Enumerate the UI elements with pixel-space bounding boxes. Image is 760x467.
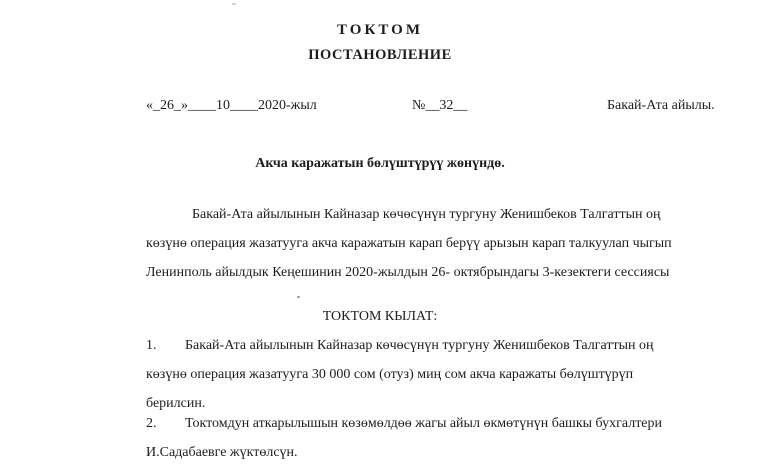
scan-speck: [232, 3, 236, 5]
resolution-item: [146, 331, 726, 418]
document-date: «_26_»____10____2020-жыл: [146, 98, 317, 113]
item-line: берилсин.: [146, 396, 206, 411]
resolution-item: [146, 409, 726, 467]
preamble-line: Бакай-Ата айылынын Кайназар көчөсүнүн тургуну Женишбеков Талгаттын оң: [192, 207, 661, 222]
document-title-russian: ПОСТАНОВЛЕНИЕ: [308, 47, 452, 63]
item-line: көзүнө операция жазатууга 30 000 сом (отуз) миң сом акча каражаты бөлүштүрүп: [146, 367, 634, 382]
document-place: Бакай-Ата айылы.: [607, 98, 715, 113]
document-number: №__32__: [412, 98, 468, 113]
item-number: 2.: [146, 416, 157, 431]
item-number: 1.: [146, 338, 157, 353]
scan-speck: [297, 296, 300, 298]
resolve-heading: ТОКТОМ КЫЛАТ:: [322, 309, 438, 324]
document-title-kyrgyz: ТОКТОМ: [337, 22, 423, 38]
item-line: И.Садабаевге жүктөлсүн.: [146, 445, 298, 460]
preamble-paragraph: [146, 200, 726, 287]
preamble-line: көзүнө операция жазатууга акча каражатын карап берүү арызын карап талкуулап чыгып: [146, 236, 672, 251]
document-subject: Акча каражатын бөлүштүрүү жөнүндө.: [255, 156, 505, 171]
item-line: Токтомдун аткарылышын көзөмөлдөө жагы айыл өкмөтүнүн башкы бухгалтери: [185, 416, 663, 431]
item-line: Бакай-Ата айылынын Кайназар көчөсүнүн тургуну Женишбеков Талгаттын оң: [185, 338, 654, 353]
preamble-line: Ленинполь айылдык Кеңешинин 2020-жылдын 26- октябрындагы 3-кезектеги сессиясы: [146, 265, 670, 280]
